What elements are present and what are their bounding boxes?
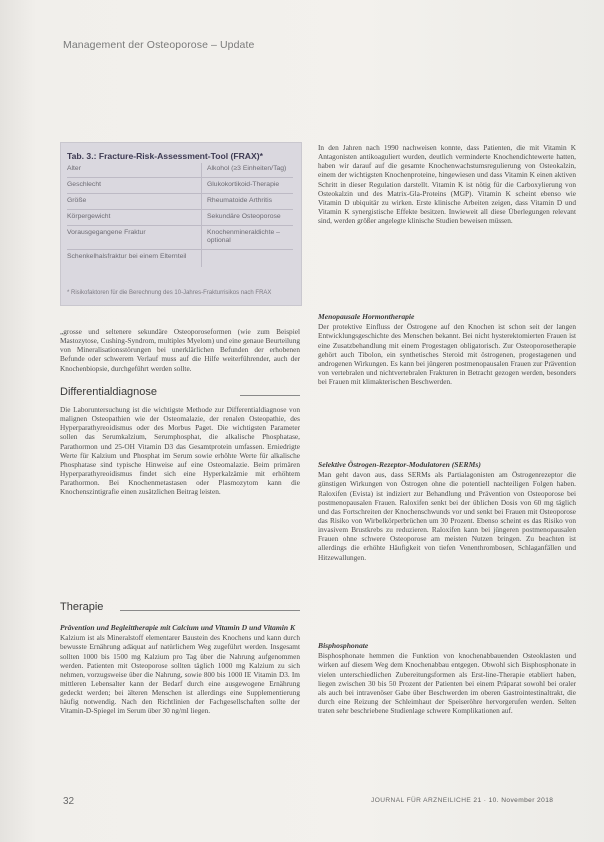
subsection-title: Selektive Östrogen-Rezeptor-Modulatoren (SERMs)	[318, 460, 481, 469]
table-row	[67, 227, 293, 250]
section-bisphosphonate	[318, 641, 576, 788]
table-cell: Rheumatoide Arthritis	[207, 197, 272, 204]
table-cell: Knochenmineraldichte – optional	[207, 229, 280, 244]
intro-paragraph: „grosse und seltenere sekundäre Osteoporoseformen (wie zum Beispiel Mastozytose, Cushing-Syndrom, multiples Myelom) und eine genaue Beurteilung von Mineralisationsstörungen bei unerklärlichen Befunden der erhobenen Befunde oder schwerem Verlauf muss auf die Hilfe weiterführender, auch der Knochenbiopsie, durchgeführt werden sollte.	[60, 327, 300, 373]
section-paragraph: Die Laboruntersuchung ist die wichtigste Methode zur Differentialdiagnose von malignen Osteopathien wie der Osteomalazie, der renalen Osteopathie, des Hyperparathyreoidismus oder des Morbus Paget. Die wichtigsten Parameter sollen das Serumkalzium, Serumphosphat, die alkalische Phosphatase, Parathormon und 25-OH Vitamin D3 das Gesamtprotein umfassen. Erniedrigte Werte für Kalzium und Phosphat im Serum sowie erhöhte Werte für alkalische Phosphatase sind typische Hinweise auf eine Osteomalazie. Beim primären Hyperparathyreoidismus findet sich eine Hyperkalzämie mit erhöhtem Parathormon. Bei Knochenmetastasen oder Plasmozytom kann die Knochenszintigrafie einen zusätzlichen Beitrag leisten.	[60, 405, 300, 497]
running-header: Management der Osteoporose – Update	[63, 39, 255, 51]
table-footnote: * Risikofaktoren für die Berechnung des 10-Jahres-Frakturrisikos nach FRAX	[67, 290, 272, 296]
section-title-text: Differentialdiagnose	[60, 386, 158, 398]
section-title	[60, 386, 300, 398]
journal-name: JOURNAL FÜR ARZNEILICHE	[371, 797, 472, 804]
table-cell: Körpergewicht	[67, 213, 111, 220]
table-row	[67, 179, 293, 194]
subsection-paragraph: Man geht davon aus, dass SERMs als Partialagonisten am Östrogenrezeptor die günstigen Wirkungen von Östrogen ohne die potentiell nachteiligen Folgen haben. Raloxifen (Evista) ist indiziert zur Behandlung und Prävention von Osteoporose bei postmenopausalen Frauen. Raloxifen senkt bei der üblichen Dosis von 60 mg täglich und das Fortschreiten der Knochenschwunds vor und senkt bei Frauen mit Osteoporose das Risiko von Wirbelkörperbrüchen um 30 Prozent. Ebenso scheint es das Risiko von invasivem Brustkrebs zu reduzieren. Raloxifen kann bei jüngeren postmenopausalen Frauen ohne schwere Osteoporose am meisten Nutzen bringen. Zu beachten ist allerdings die erhöhte Häufigkeit von tiefen Venenthrombosen, Schlaganfällen und Hitzewallungen.	[318, 470, 576, 562]
table-row	[67, 195, 293, 210]
section-rule	[120, 610, 300, 611]
table-cell: Glukokortikoid-Therapie	[207, 181, 280, 188]
table-row	[67, 251, 293, 273]
table-row	[67, 211, 293, 226]
subsection-paragraph: Der protektive Einfluss der Östrogene auf den Knochen ist schon seit der langen Entwicklungsgeschichte des Menschen bekannt. Bei nicht hysterektomierten Frauen ist eine Zusatzbehandlung mit einem Progestagen obligatorisch. Zur Osteoporosetherapie gehört auch Tibolon, ein synthetisches Steroid mit östrogenen, progestagenen und androgenen Wirkungen. Es kann bei jüngeren postmenopausalen Frauen zur Prävention von vertebralen und nichtvertebralen Frakturen in Betracht gezogen werden, besonders bei Frauen mit klimakterischen Beschwerden.	[318, 322, 576, 387]
table-title: Tab. 3.: Fracture-Risk-Assessment-Tool (FRAX)*	[67, 151, 263, 161]
table-cell: Größe	[67, 197, 87, 204]
subsection-paragraph: Bisphosphonate hemmen die Funktion von knochenabbauenden Osteoklasten und wirken auf diesem Weg dem Knochenabbau entgegen. Obwohl sich Bisphosphonate in vielen unterschiedlichen Zubereitungsformen als Erst-line-Therapie etabliert haben, liegen zwischen 30 bis 50 Prozent der Patienten bei einem Präparat sowohl bei oraler als auch bei intravenöser Gabe über Beschwerden im oberen Gastrointestinaltrakt, die durch eine Reizung der Schleimhaut der Speiseröhre hervorgerufen werden. Selten traten sehr beschriebene Studienlage schwere Komplikationen auf.	[318, 651, 576, 716]
frax-table	[60, 142, 302, 306]
subsection-paragraph: Kalzium ist als Mineralstoff elementarer Baustein des Knochens und kann durch bewusste Ernährung adäquat auf natürlichem Weg zugeführt werden. Insgesamt sollten 1000 bis 1500 mg Kalzium pro Tag über die Nahrung aufgenommen werden. Patienten mit Osteoporose sollten täglich 1000 mg Kalzium zu sich nehmen, vorzugsweise über die Nahrung, sowie 800 bis 1000 IE Vitamin D3. Im mittleren Lebensalter kann der Bedarf durch eine ausgewogene Ernährung gedeckt werden; bei älteren Menschen ist allerdings eine Supplementierung häufig notwendig. Nach den Richtlinien der Fachgesellschaften sollte der Vitamin-D-Spiegel im Serum über 30 ng/ml liegen.	[60, 633, 300, 716]
issue-date: 21 · 10. November 2018	[473, 797, 554, 804]
section-hormontherapie	[318, 312, 576, 441]
vitamin-k-paragraph: In den Jahren nach 1990 nachweisen konnte, dass Patienten, die mit Vitamin K Antagonisten antikoaguliert wurden, deutlich verminderte Knochendichtewerte hatten, haben wir darauf auf die gesamte Knochenwachstumsregulierung von Osteokalzin, einem der wichtigsten Knochenproteine, hingewiesen und dass Vitamin K einen aktiven Schritt in dieser Regulation darstellt. Vitamin K ist nötig für die Carboxylierung von Osteokalzin und des Matrix-Gla-Proteins (MGP). Vitamin K scheint ebenso wie Vitamin D ubiquitär zu wirken. Erste klinische Arbeiten zeigen, dass Vitamin D und Vitamin K synergistische Effekte besitzen. Inwieweit all diese Überlegungen relevant sind, werden größer angelegte klinische Studien beweisen müssen.	[318, 143, 576, 226]
page-number: 32	[63, 796, 75, 807]
section-therapie	[60, 601, 300, 770]
right-column	[318, 143, 576, 289]
table-cell: Vorausgegangene Fraktur	[67, 229, 146, 236]
subsection-title: Menopausale Hormontherapie	[318, 312, 415, 321]
table-cell: Alter	[67, 165, 81, 172]
section-differentialdiagnose	[60, 386, 300, 542]
subsection-title: Prävention und Begleittherapie mit Calcium und Vitamin D und Vitamin K	[60, 623, 296, 632]
left-column	[60, 327, 300, 373]
table-cell: Alkohol (≥3 Einheiten/Tag)	[207, 165, 287, 172]
section-serms	[318, 460, 576, 635]
section-title-text: Therapie	[60, 601, 104, 613]
section-title	[60, 601, 300, 613]
subsection-title: Bisphosphonate	[318, 641, 369, 650]
table-row	[67, 163, 293, 178]
journal-footer	[371, 797, 553, 804]
table-cell: Geschlecht	[67, 181, 102, 188]
table-cell: Schenkelhalsfraktur bei einem Elternteil	[67, 253, 187, 260]
section-rule	[240, 395, 300, 396]
table-cell: Sekundäre Osteoporose	[207, 213, 281, 220]
